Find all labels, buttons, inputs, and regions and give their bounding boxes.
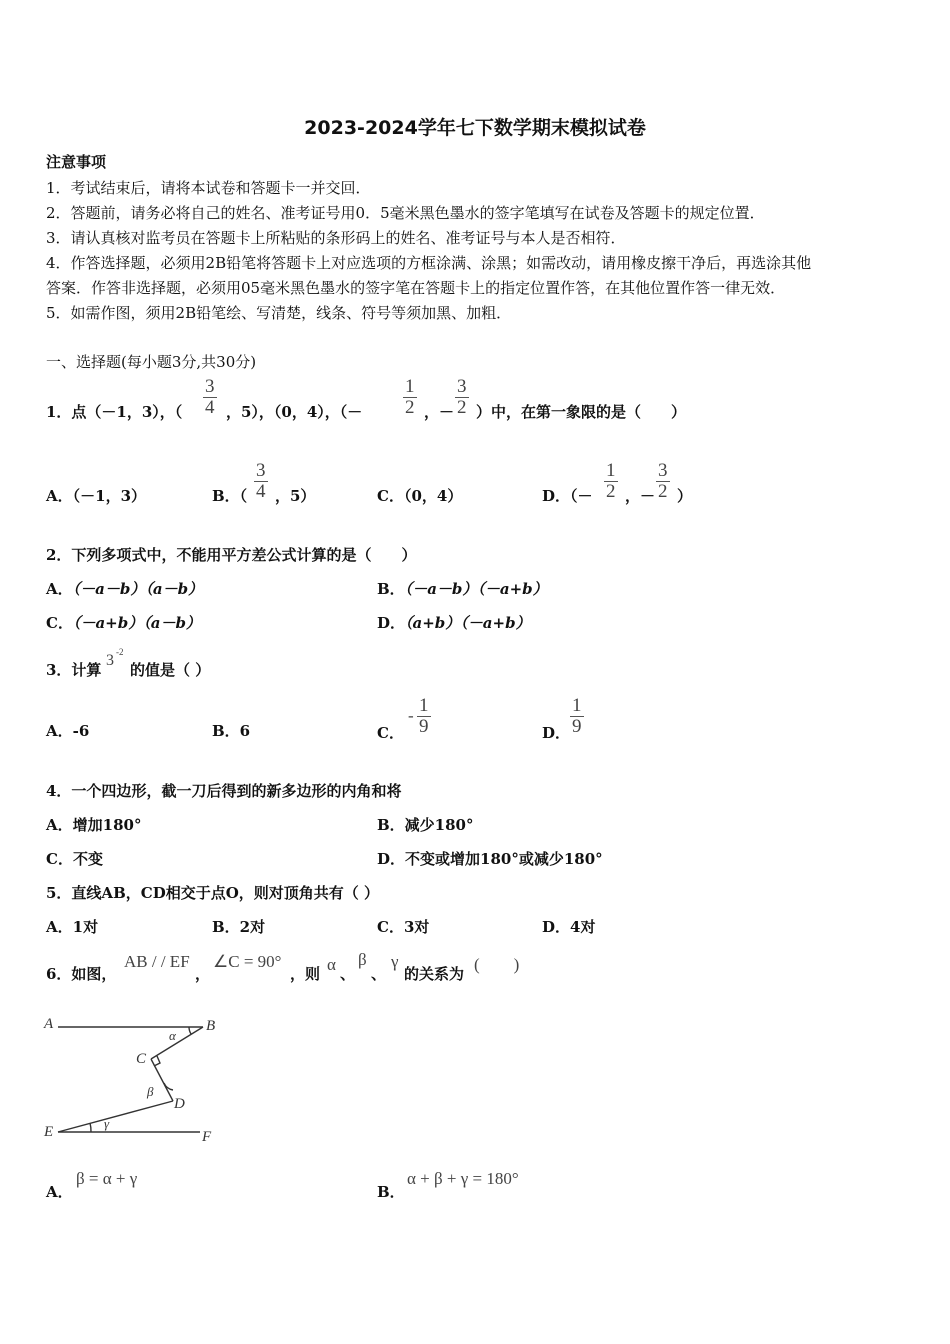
math-alpha: α xyxy=(327,955,336,974)
page-title: 2023-2024学年七下数学期末模拟试卷 xyxy=(304,117,646,139)
label-f: F xyxy=(202,1129,212,1145)
denominator: 2 xyxy=(457,397,467,418)
answer-paren: ( ) xyxy=(474,955,520,974)
numerator: 3 xyxy=(457,376,467,397)
q5-stem: 5．直线AB，CD相交于点O，则对顶角共有（ ） xyxy=(46,884,379,902)
angle-gamma-arc xyxy=(90,1123,91,1132)
q6-stem-part: 、 xyxy=(340,965,356,983)
fraction-1-2 xyxy=(604,461,618,502)
fraction-3-4 xyxy=(254,461,268,502)
section-heading: 一、选择题(每小题3分,共30分) xyxy=(46,353,257,371)
option-expression: （－a－b）（－a+b） xyxy=(404,580,548,598)
notice-item: 2．答题前，请务必将自己的姓名、准考证号用0．5毫米黑色墨水的签字笔填写在试卷及答题卡的规定位置． xyxy=(46,204,765,222)
q6-stem-part: 的关系为 xyxy=(404,965,465,983)
numerator: 3 xyxy=(256,460,266,481)
numerator: 3 xyxy=(658,460,668,481)
q2-option-d[interactable] xyxy=(377,612,531,633)
label-d: D xyxy=(174,1096,185,1112)
q1-option-d-part: ） xyxy=(677,487,693,505)
q6-stem-part: 6．如图， xyxy=(46,965,117,983)
denominator: 2 xyxy=(606,481,616,502)
numerator: 3 xyxy=(205,376,215,397)
label-beta: β xyxy=(147,1084,154,1099)
fraction-1-9 xyxy=(570,696,584,737)
numerator: 1 xyxy=(419,695,429,716)
notice-item: 3．请认真核对监考员在答题卡上所粘贴的条形码上的姓名、准考证号与本人是否相符． xyxy=(46,229,626,247)
denominator: 9 xyxy=(572,716,582,737)
option-label: A． xyxy=(46,580,73,598)
q4-option-b[interactable]: B．减少180° xyxy=(377,816,474,834)
label-e: E xyxy=(44,1124,54,1140)
q6-option-b-expression: α + β + γ = 180° xyxy=(407,1169,519,1188)
segment-de xyxy=(58,1101,173,1132)
q1-stem-part: ，5），（0，4），（－ xyxy=(226,403,363,421)
option-label: C． xyxy=(46,614,73,632)
label-gamma: γ xyxy=(104,1116,110,1131)
numerator: 1 xyxy=(405,376,415,397)
fraction-3-4 xyxy=(203,377,217,418)
fraction-3-2 xyxy=(656,461,670,502)
q2-option-b[interactable] xyxy=(377,578,548,599)
notice-item: 4．作答选择题，必须用2B铅笔将答题卡上对应选项的方框涂满、涂黑；如需改动，请用橡皮擦干净后，再选涂其他 xyxy=(46,254,812,272)
denominator: 4 xyxy=(256,481,266,502)
q2-stem: 2．下列多项式中，不能用平方差公式计算的是（ ） xyxy=(46,546,417,564)
fraction-1-9 xyxy=(417,696,431,737)
q6-option-a-expression: β = α + γ xyxy=(76,1169,138,1188)
option-label: B． xyxy=(377,580,405,598)
q3-option-b[interactable]: B．6 xyxy=(212,722,251,740)
q1-option-b[interactable]: B．（ xyxy=(212,487,248,505)
label-a: A xyxy=(44,1016,54,1032)
fraction-3-2 xyxy=(455,377,469,418)
notice-item: 答案．作答非选择题，必须用05毫米黑色墨水的签字笔在答题卡上的指定位置作答，在其他位置作答一律无效． xyxy=(46,279,786,297)
label-c: C xyxy=(136,1051,147,1067)
power-base: 3 xyxy=(106,652,114,669)
q4-stem: 4．一个四边形，截一刀后得到的新多边形的内角和将 xyxy=(46,782,402,800)
option-expression: （a+b）（－a+b） xyxy=(405,614,531,632)
option-label: D． xyxy=(377,614,406,632)
q1-option-a[interactable]: A．（－1，3） xyxy=(46,487,147,505)
q1-option-d-part: ，－ xyxy=(625,487,656,505)
numerator: 1 xyxy=(606,460,616,481)
math-parallel: AB / / EF xyxy=(124,952,190,971)
q3-stem-part: 的值是（ ） xyxy=(130,661,211,679)
q4-option-c[interactable]: C．不变 xyxy=(46,850,103,868)
q5-option-a[interactable]: A．1对 xyxy=(46,918,99,936)
option-expression: （－a+b）（a－b） xyxy=(72,614,201,632)
label-b: B xyxy=(206,1018,216,1034)
numerator: 1 xyxy=(572,695,582,716)
denominator: 9 xyxy=(419,716,429,737)
q5-option-d[interactable]: D．4对 xyxy=(542,918,596,936)
q1-stem-part: ，－ xyxy=(424,403,455,421)
q1-option-b-tail: ，5） xyxy=(275,487,316,505)
q3-option-d[interactable]: D． xyxy=(542,724,571,742)
geometry-figure xyxy=(40,1010,230,1150)
notice-heading: 注意事项 xyxy=(46,153,107,171)
q1-option-c[interactable]: C．（0，4） xyxy=(377,487,463,505)
notice-item: 1．考试结束后，请将本试卷和答题卡一并交回． xyxy=(46,179,371,197)
q6-stem-part: ， xyxy=(195,965,211,983)
power-exponent: -2 xyxy=(116,647,124,657)
math-angle-c: ∠C = 90° xyxy=(213,952,282,971)
q6-option-b[interactable]: B． xyxy=(377,1183,405,1201)
q1-stem-part: ）中，在第一象限的是（ ） xyxy=(476,403,687,421)
q5-option-b[interactable]: B．2对 xyxy=(212,918,266,936)
q2-option-a[interactable] xyxy=(46,578,203,599)
q6-stem-part: 、 xyxy=(371,965,387,983)
math-beta: β xyxy=(358,950,367,969)
angle-beta-arc xyxy=(164,1083,173,1090)
q6-stem-part: ，则 xyxy=(290,965,321,983)
q6-option-a[interactable]: A． xyxy=(46,1183,73,1201)
q3-option-c[interactable]: C． xyxy=(377,724,404,742)
q2-option-c[interactable] xyxy=(46,612,201,633)
q4-option-a[interactable]: A．增加180° xyxy=(46,816,142,834)
q3-option-a[interactable]: A．-6 xyxy=(46,722,90,740)
label-alpha: α xyxy=(169,1028,176,1043)
q1-stem-part: 1．点（－1，3），（ xyxy=(46,403,183,421)
segment-bc xyxy=(151,1027,203,1059)
right-angle-mark xyxy=(154,1056,160,1066)
denominator: 2 xyxy=(658,481,668,502)
q4-option-d[interactable]: D．不变或增加180°或减少180° xyxy=(377,850,603,868)
q3-stem-part: 3．计算 xyxy=(46,661,102,679)
angle-alpha-arc xyxy=(189,1027,191,1034)
option-expression: （－a－b）（a－b） xyxy=(72,580,204,598)
notice-item: 5．如需作图，须用2B铅笔绘、写清楚，线条、符号等须加黑、加粗． xyxy=(46,304,512,322)
fraction-1-2 xyxy=(403,377,417,418)
q1-option-d[interactable]: D．（－ xyxy=(542,487,593,505)
negative-sign: - xyxy=(408,706,414,725)
denominator: 2 xyxy=(405,397,415,418)
math-gamma: γ xyxy=(391,952,399,971)
q5-option-c[interactable]: C．3对 xyxy=(377,918,430,936)
denominator: 4 xyxy=(205,397,215,418)
